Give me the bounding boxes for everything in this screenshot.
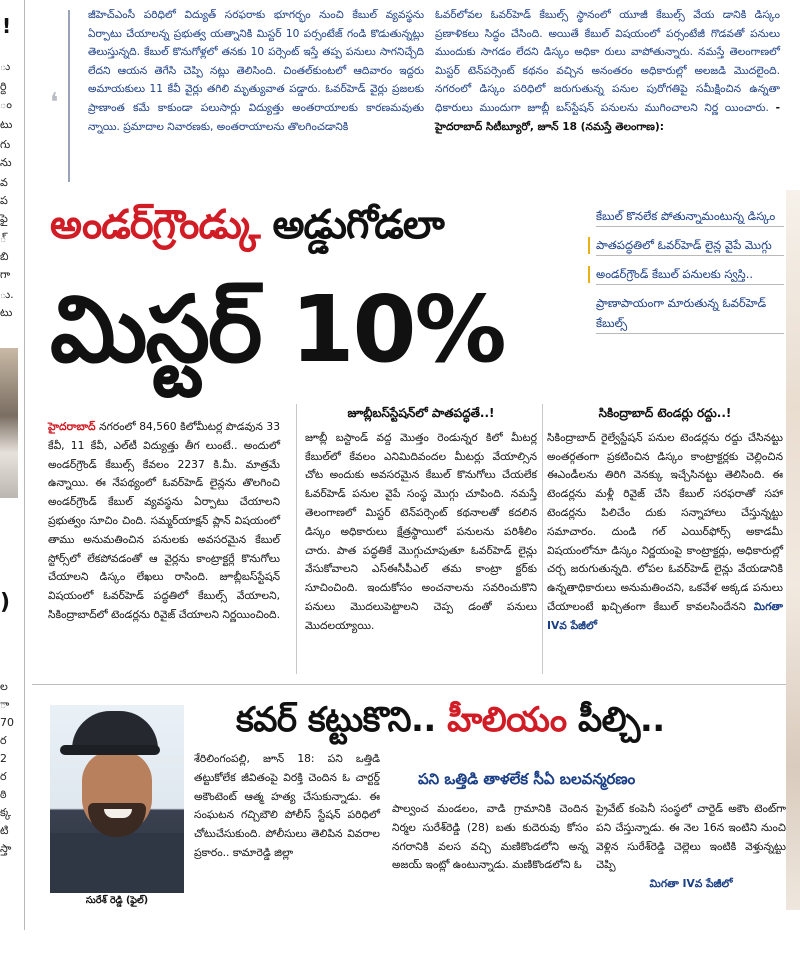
intro-excerpt xyxy=(50,6,798,186)
cutoff-text-fragment: ర xyxy=(0,770,7,783)
highlight-item: పాతపద్ధతిలో ఓవర్‌హెడ్ లైన్ల వైపే మొగ్గు xyxy=(588,235,784,256)
cutoff-text-fragment: ్ xyxy=(0,232,7,245)
cutoff-text-fragment: ు. xyxy=(0,288,14,301)
headline-kicker-black: కు అడ్డుగోడలా xyxy=(259,202,444,248)
cutoff-text-fragment: వ xyxy=(0,176,8,189)
photo-caption: సురేశ్ రెడ్డి (ఫైల్) xyxy=(85,895,149,906)
headline-kicker-red: అండర్‌గ్రౌండ్ xyxy=(50,202,260,248)
column-divider xyxy=(296,404,297,674)
section-divider xyxy=(32,684,786,685)
cutoff-text-fragment: గా xyxy=(0,268,11,281)
cutoff-text-fragment: ల xyxy=(0,680,8,693)
subhead-jubilee: జూబ్లీబస్‌స్టేషన్‌లో పాతపద్ధతే..! xyxy=(347,406,495,420)
body-column-1-text: నగరంలో 84,560 కిలోమీటర్ల పొడవున 33 కేవీ, 11 కేవీ, ఎల్‌టీ విద్యుత్తు తీగ లుంటే.. అందులో అండర్‌గ్రౌండ్ కేబుల్స్ కేవలం 2237 కి.మీ. మాత్రమే ఉన్నాయి. ఈ నేపథ్యంలో ఓవర్‌హెడ్ లైన్లను తొలగించి అండర్‌గ్రౌండ్ కేబుల్ వ్యవస్థను ఏర్పాటు చేయాలని ప్రభుత్వం సూచిం చింది. సమ్మర్‌యాక్షన్ ప్లాన్ విషయంలో తాము అనుమతించిన పనులకు అవసరమైన కేబుల్ స్టోర్స్‌లో లేకపోవడంతో ఆ వైర్లను కాంట్రాక్టర్లే కొనుగోలు చేయాలని డిస్కం లేఖలు రాసింది. జూబ్లీబస్‌స్టేషన్ విషయంలో ఓవర్‌హెడ్ పద్ధతిలో కేబుల్స్ వేయాలని, సికింద్రాబాద్‌లో టెండర్లను రివైజ్ చేయాలని నిర్ణయించింది. xyxy=(48,420,280,621)
story2-column-3 xyxy=(596,800,786,894)
body-column-2-text: జూబ్లీ బస్టాండ్ వద్ద మొత్తం రెండున్నర కిలో మీటర్ల కేబుల్‌లో కేవలం ఎనిమిదివందల మీటర్లు వేయాల్సిన చోట అందుకు అవసరమైన కేబుల్ కొనుగోలు చేయలేక ఓవర్‌హెడ్ పనుల వైపే సంస్థ మొగ్గు చూపింది. నమస్తే తెలంగాణలో మిస్టర్ టెన్‌పర్సెంట్ కథనాలతో కదలిన డిస్కం అధికారులు క్షేత్రస్థాయిలో పనులను పరిశీలిం చారు. పాత పద్ధతికే మొగ్గుచూపుతూ ఓవర్‌హెడ్ లైన్లు వేసుకోవాలని ఎస్‌ఈసీపీఎల్ తమ కాంట్రా క్టర్‌కు సూచించింది. ఇందుకోసం అంచనాలను సవరించుకొని పనులు మొదలుపెట్టాలని చెప్ప డంతో పనులు మొదలయ్యాయి. xyxy=(305,430,537,632)
column-divider xyxy=(24,0,25,930)
cutoff-text-fragment: బి xyxy=(0,250,9,263)
cutoff-text-fragment: ర్ది xyxy=(0,80,7,93)
cutoff-photo xyxy=(0,348,18,498)
excerpt-column-2 xyxy=(435,6,780,136)
body-column-2 xyxy=(305,404,537,636)
left-cutoff-column xyxy=(0,0,26,962)
body-column-3-text: సికింద్రాబాద్ రైల్వేస్టేషన్ పనుల టెండర్లను రద్దు చేసినట్టు అంతర్గతంగా ప్రకటించిన డిస్కం కాంట్రాక్టర్లకు చెల్లించిన ఈఎండీలను తిరిగి వెనక్కు ఇచ్చేసినట్టు తెలిసింది. ఈ టెండర్లను మళ్లీ రివైజ్ చేసి కేబుల్ సరఫరాతో సహా టెండర్లను పిలిచేం దుకు సన్నాహాలు చేస్తున్నట్టు సమాచారం. దుండి గల్ ఎయిర్‌ఫోర్స్ అకాడమీ విషయంలోనూ డిస్కం నిర్ణయంపై కాంట్రాక్టర్లు, అధికారుల్లో చర్చ జరుగుతున్నది. లోపల ఓవర్‌హెడ్ లైన్లు వేయడానికి ఉన్నతాధికారులు అనుమతించని, ఒకవేళ అక్కడ పనులు చేయాలంటే ఖచ్చితంగా కేబుల్ కావలసిందేనని xyxy=(547,430,783,613)
cutoff-text-fragment: ు xyxy=(0,60,11,73)
continued-link[interactable]: మిగతా IVవ పేజీలో xyxy=(649,877,733,891)
cutoff-text-fragment: ప xyxy=(0,194,8,207)
excerpt-bar xyxy=(68,10,70,182)
cutoff-headline-fragment: ) xyxy=(0,590,11,615)
excerpt-column-2-text: ఓవర్‌లోవల ఓవర్‌హెడ్ కేబుల్స్ స్థానంలో యూజీ కేబుల్స్ వేయ డానికి డిస్కం ప్రణాళికలు సిద్ధం చేసింది. అయితే కేబుల్ విషయంలో పర్సంటేజీ గొడవతో పనులు ముందుకు సాగడం లేదని డిస్కం అధికా రులు వాపోతున్నారు. నమస్తే తెలంగాణలో మిస్టర్ టెన్‌పర్సెంట్ కథనం వచ్చిన అనంతరం అధికారుల్లో అలజడి మొదలైంది. నగరంలో డిస్కం పరిధిలో జరుగుతున్న పనుల పురోగతిపై సమీక్షించిన ఉన్నతా ధికారులు ముందుగా జూబ్లీ బస్‌స్టేషన్ పనులను ముగించాలని నిర్ణ యించారు. xyxy=(435,9,780,114)
quote-icon: ❛ xyxy=(50,88,59,118)
cutoff-text-fragment: స్తా xyxy=(0,842,12,855)
body-column-3 xyxy=(547,404,783,636)
cutoff-text-fragment: ం xyxy=(0,98,12,111)
cutoff-text-fragment: 2 xyxy=(0,752,7,765)
dateline: హైదరాబాద్ xyxy=(48,420,96,433)
person-photo xyxy=(50,705,184,893)
story2-column-1: శేరిలింగంపల్లి, జూన్ 18: పని ఒత్తిడి తట్టుకోలేక జీవితంపై విరక్తి చెందిన ఓ చార్టర్డ్ అకౌంటెంట్ ఆత్మ హత్య చేసుకున్నాడు. ఈ సంఘటన గచ్చిబౌలి పోలీస్ స్టేషన్ పరిధిలో చోటుచేసుకుంది. పోలీసులు తెలిపిన వివరాల ప్రకారం.. కామారెడ్డి జిల్లా xyxy=(194,752,380,859)
story2-subheadline: పని ఒత్తిడి తాళలేక సీఏ బలవన్మరణం xyxy=(418,770,636,788)
body-column-1 xyxy=(48,418,280,625)
highlights-box xyxy=(588,206,784,342)
story2-column-3-text: ప్రైవేట్ కంపెనీ సంస్థలో చార్టెడ్ అకౌం టెంట్‌గా పని చేస్తున్నాడు. ఈ నెల 16న ఇంటిని నుంచి వెళ్లిన సురేశ్‌రెడ్డి చెల్లెలు ఇంటికి వెళ్తున్నట్టు చెప్పి xyxy=(596,802,786,872)
cutoff-text-fragment: ఫై xyxy=(0,212,8,225)
headline-main: మిస్టర్ 10% xyxy=(50,276,505,383)
story2-headline: కవర్ కట్టుకొని.. హీలియం పీల్చి.. xyxy=(236,700,665,740)
headline-kicker xyxy=(50,202,444,258)
highlight-item: ప్రాణాపాయంగా మారుతున్న ఓవర్‌హెడ్ కేబుల్స్ xyxy=(588,293,784,334)
cutoff-text-fragment: ర xyxy=(0,734,7,747)
subhead-secunderabad: సికింద్రాబాద్ టెండర్లు రద్దు..! xyxy=(598,406,732,420)
cutoff-text-fragment: 70 xyxy=(0,716,14,729)
cutoff-text-fragment: ను xyxy=(0,156,12,169)
highlight-item: కేబుల్ కొనలేక పోతున్నామంటున్న డిస్కం xyxy=(588,206,784,227)
column-divider xyxy=(542,404,543,674)
cutoff-text-fragment: ఠి xyxy=(0,788,7,801)
excerpt-column-1: జీహెచ్‌ఎంసీ పరిధిలో విద్యుత్ సరఫరాకు భూగర్భం నుంచి కేబుల్ వ్యవస్థను ఏర్పాటు చేయాలన్న ప్రభుత్వ యత్నానికి మిస్టర్ 10 పర్సంటేజ్ గండి కొడుతున్నట్లు తెలుస్తున్నది. కేబుల్ కొనుగోళ్లలో తనకు 10 పర్సెంట్ ఇస్తే తప్ప పనులు సాగనిచ్చేది లేదని ఆయన తెగేసి చెప్పి నట్లు తెలిసింది. చింతల్‌కుంటలో ఆదివారం ఇద్దరు అమాయకులు 11 కేవీ వైర్లు తగిలి మృత్యువాత పడ్డారు. ఓవర్‌హెడ్ వైర్లు ప్రజలకు ప్రాణాంత కమే కాకుండా పలుసార్లు విద్యుత్తు అంతరాయాలకు కారణమవుతు న్నాయి. ప్రమాదాల నివారణకు, అంతరాయాలను తొలగించడానికి xyxy=(88,9,424,133)
cutoff-text-fragment: టు xyxy=(0,118,13,131)
excerpt-credit: - హైదరాబాద్ సిటీబ్యూరో, జూన్ 18 (నమస్తే తెలంగాణ): xyxy=(435,101,780,133)
cutoff-text-fragment: గు xyxy=(0,138,11,151)
cutoff-text-fragment: టి xyxy=(0,824,9,837)
story2-column-2: పాల్వంచ మండలం, వాడి గ్రామానికి చెందిన నిర్మల సురేశ్‌రెడ్డి (28) బతు కుదెరువు కోసం నగరానికి వలస వచ్చి మణికొండలోని అన్న అజయ్ ఇంట్లో ఉంటున్నాడు. మణికొండలోని ఓ xyxy=(392,802,588,872)
continued-link[interactable]: మిగతా IVవ పేజీలో xyxy=(547,599,783,632)
cutoff-text-fragment: టు xyxy=(0,306,13,319)
cutoff-headline-fragment: ! xyxy=(2,14,12,38)
cutoff-text-fragment: క్క xyxy=(0,806,12,819)
highlight-item: అండర్‌గ్రౌండ్ కేబుల్ పనులకు స్వస్తి.. xyxy=(588,264,784,285)
cutoff-text-fragment: ా xyxy=(0,698,10,711)
right-cutoff-image xyxy=(786,190,800,910)
